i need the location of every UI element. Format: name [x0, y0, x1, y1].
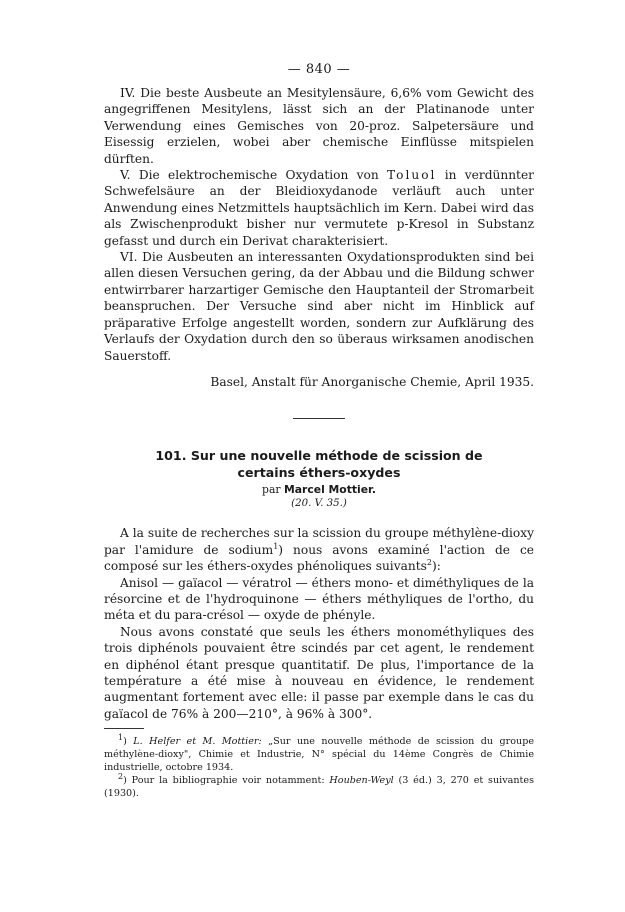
received-date: (20. V. 35.) [291, 498, 347, 510]
footnote-1: $^1$) L. Helfer et M. Mottier: „Sur une nouvelle méthode de scission du groupe méthylène-dioxy", Chimie et Industrie, N° spécial du 14ème Congrès de Chimie industrielle, octobre 1934. [104, 733, 535, 774]
paragraph-iv: IV. Die beste Ausbeute an Mesitylensäure, 6,6% vom Gewicht des angegriffenen Mesitylens, lässt sich an der Platinanode unter Verwendung eines Gemisches von 20-proz. Salpetersäure und Eisessig erzielen, wobei aber chemische Einflüsse mitspielen dürften. [104, 86, 534, 166]
footnote-2-author: Houben-Weyl [329, 775, 394, 787]
document-page [104, 62, 534, 800]
body-p1-text-b: ) nous avons examiné l'action de ce composé sur les éthers-oxydes phénoliques suivants [104, 542, 534, 574]
body-p1-text-c: ): [431, 559, 441, 574]
paragraph-v [104, 167, 534, 249]
body-p1-text-a: A la suite de recherches sur la scission du groupe méthylène-dioxy par l'amidure de sodium [104, 526, 534, 557]
footnote-2 [104, 774, 534, 800]
footnote-1-author: L. Helfer et M. Mottier: [133, 736, 262, 748]
paragraph-v-toluol: Toluol [386, 168, 437, 183]
paragraph-vi: VI. Die Ausbeuten an interessanten Oxydationsprodukten sind bei allen diesen Versuchen gering, da der Abbau und die Bildung schwer entwirrbarer harzartiger Gemische den Hauptanteil der Stromarbeit beanspruchen. Der Versuche sind aber nicht im Hinblick auf präparative Erfolge angestellt worden, sondern zur Aufklärung des Verlaufs der Oxydation durch den so überaus wirksamen anodischen Sauerstoff. [104, 250, 534, 363]
footnote-1-text: „Sur une nouvelle méthode de scission du groupe méthylène-dioxy", Chimie et Industrie, N° spécial du 14ème Congrès de Chimie industrielle, octobre 1934. [104, 736, 535, 774]
body-paragraph-2: Anisol — gaïacol — vératrol — éthers mono- et diméthyliques de la résorcine et de l'hydroquinone — éthers méthyliques de l'ortho, du méta et du para-crésol — oxyde de phényle. [104, 575, 534, 623]
footnote-1-mark: 1 [118, 733, 124, 742]
footnote-ref-2[interactable]: 2 [426, 558, 432, 568]
byline-par: par [262, 483, 284, 497]
article-title-line2: certains éthers-oxydes [237, 465, 401, 481]
section-divider [293, 418, 345, 419]
footnote-2-text-a: ) Pour la bibliographie voir notamment: [123, 775, 330, 787]
footnote-2-text-b: (3 éd.) 3, 270 et suivantes (1930). [104, 775, 534, 800]
footnote-2-mark: 2 [118, 772, 124, 781]
paragraph-v-text-b: in verdünnter Schwefelsäure an der Bleidioxydanode verläuft auch unter Anwendung eines Netzmittels hauptsächlich im Kern. Dabei wird das als Zwischenprodukt bisher nur vermutete p-Kresol in Substanz gefasst und durch ein Derivat charakterisiert. [104, 168, 534, 248]
paragraph-v-text-a: V. Die elektrochemische Oxydation von [120, 168, 387, 183]
article-title-line1: 101. Sur une nouvelle méthode de scission de [155, 448, 483, 464]
body-paragraph-3: Nous avons constaté que seuls les éthers monométhyliques des trois diphénols pouvaient être scindés par cet agent, le rendement en diphénol étant presque quantitatif. De plus, l'importance de la température a été mise à nouveau en évidence, le rendement augmentant fortement avec elle: il passe par exemple dans le cas du gaïacol de 76% à 200—210°, à 96% à 300°. [104, 624, 534, 721]
body-paragraph-1 [104, 525, 534, 574]
author-name: Marcel Mottier. [284, 483, 376, 497]
byline [104, 483, 534, 496]
closing-line: Basel, Anstalt für Anorganische Chemie, April 1935. [210, 374, 534, 389]
footnote-rule [104, 728, 144, 729]
page-number: — 840 — [287, 62, 351, 77]
footnote-ref-1[interactable]: 1 [273, 541, 279, 551]
